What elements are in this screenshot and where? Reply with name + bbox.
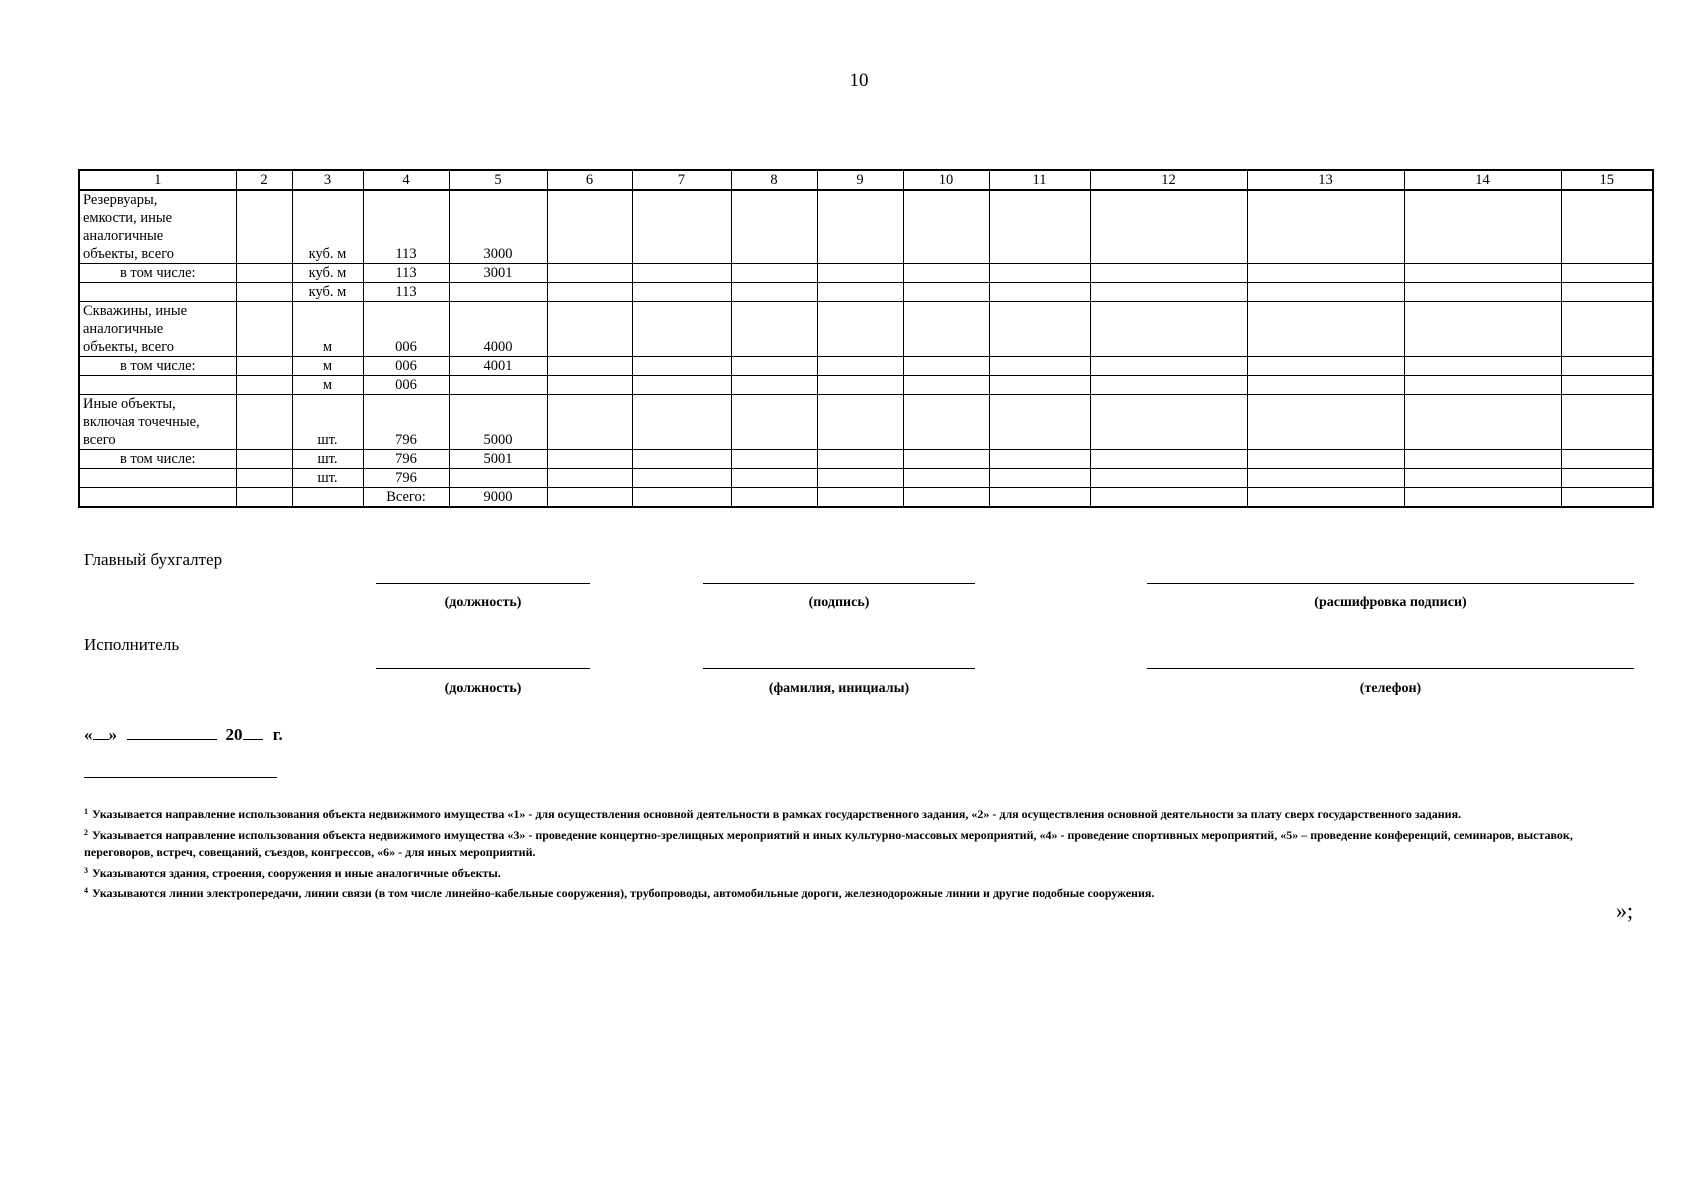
cell-col-9[interactable] — [817, 450, 903, 469]
cell-row — [449, 376, 547, 395]
month-blank[interactable] — [127, 739, 217, 740]
cell-unit: куб. м — [292, 283, 363, 302]
cell-col-15[interactable] — [1561, 376, 1653, 395]
header-cell: 10 — [903, 170, 989, 190]
caption-position-1: (должность) — [444, 595, 522, 610]
cell-name — [79, 469, 236, 488]
cell-col-8[interactable] — [731, 395, 817, 450]
cell-empty — [236, 488, 292, 508]
cell-col-6[interactable] — [547, 283, 632, 302]
cell-col-9[interactable] — [817, 302, 903, 357]
caption-phone: (телефон) — [1359, 681, 1422, 696]
cell-col-13[interactable] — [1247, 357, 1404, 376]
cell-empty — [236, 302, 292, 357]
cell-col-13[interactable] — [1247, 302, 1404, 357]
table-row — [79, 190, 1653, 264]
cell-name — [79, 283, 236, 302]
cell-col-8[interactable] — [731, 450, 817, 469]
header-cell: 3 — [292, 170, 363, 190]
cell-col-7[interactable] — [632, 302, 731, 357]
cell-col-10[interactable] — [903, 283, 989, 302]
cell-unit: куб. м — [292, 264, 363, 283]
cell-unit: м — [292, 357, 363, 376]
cell-code: Всего: — [363, 488, 449, 508]
cell-unit: м — [292, 376, 363, 395]
cell-row: 9000 — [449, 488, 547, 508]
cell-col-6[interactable] — [547, 469, 632, 488]
cell-col-12[interactable] — [1090, 450, 1247, 469]
signature-line[interactable] — [703, 583, 975, 584]
cell-col-14[interactable] — [1404, 488, 1561, 508]
property-table — [78, 169, 1654, 508]
table-row — [79, 395, 1653, 450]
header-cell: 14 — [1404, 170, 1561, 190]
header-cell: 11 — [989, 170, 1090, 190]
cell-col-14[interactable] — [1404, 283, 1561, 302]
cell-col-10[interactable] — [903, 488, 989, 508]
cell-col-14[interactable] — [1404, 450, 1561, 469]
table-row — [79, 376, 1653, 395]
cell-col-10[interactable] — [903, 357, 989, 376]
table-header-row — [79, 170, 1653, 190]
table-row — [79, 357, 1653, 376]
cell-col-12[interactable] — [1090, 376, 1247, 395]
cell-col-10[interactable] — [903, 469, 989, 488]
cell-col-9[interactable] — [817, 264, 903, 283]
cell-col-11[interactable] — [989, 283, 1090, 302]
cell-code: 006 — [363, 357, 449, 376]
cell-col-13[interactable] — [1247, 190, 1404, 264]
cell-col-15[interactable] — [1561, 357, 1653, 376]
cell-col-13[interactable] — [1247, 283, 1404, 302]
cell-col-8[interactable] — [731, 190, 817, 264]
header-cell: 4 — [363, 170, 449, 190]
cell-unit — [292, 488, 363, 508]
cell-col-15[interactable] — [1561, 395, 1653, 450]
cell-code: 796 — [363, 395, 449, 450]
cell-col-13[interactable] — [1247, 488, 1404, 508]
cell-col-15[interactable] — [1561, 488, 1653, 508]
cell-code: 006 — [363, 302, 449, 357]
cell-empty — [236, 376, 292, 395]
cell-unit: шт. — [292, 469, 363, 488]
cell-unit: куб. м — [292, 190, 363, 264]
cell-unit: шт. — [292, 395, 363, 450]
cell-col-9[interactable] — [817, 469, 903, 488]
year-suffix: г. — [272, 725, 283, 744]
footnotes — [84, 803, 1624, 903]
cell-col-6[interactable] — [547, 190, 632, 264]
cell-col-7[interactable] — [632, 376, 731, 395]
cell-col-11[interactable] — [989, 488, 1090, 508]
name-initials-line[interactable] — [703, 668, 975, 669]
cell-name: в том числе: — [79, 450, 236, 469]
cell-col-7[interactable] — [632, 450, 731, 469]
cell-unit: шт. — [292, 450, 363, 469]
cell-col-9[interactable] — [817, 395, 903, 450]
year-blank[interactable] — [243, 739, 263, 740]
position-line-1[interactable] — [376, 583, 590, 584]
cell-name — [79, 488, 236, 508]
cell-col-6[interactable] — [547, 357, 632, 376]
caption-signature-decoding: (расшифровка подписи) — [1314, 595, 1467, 610]
cell-col-15[interactable] — [1561, 264, 1653, 283]
cell-col-13[interactable] — [1247, 376, 1404, 395]
header-cell: 6 — [547, 170, 632, 190]
cell-col-9[interactable] — [817, 190, 903, 264]
cell-col-11[interactable] — [989, 450, 1090, 469]
cell-col-8[interactable] — [731, 376, 817, 395]
table-row — [79, 283, 1653, 302]
cell-name: Скважины, иные аналогичные объекты, всего — [79, 302, 236, 357]
cell-col-8[interactable] — [731, 283, 817, 302]
cell-col-12[interactable] — [1090, 395, 1247, 450]
cell-col-12[interactable] — [1090, 283, 1247, 302]
cell-col-14[interactable] — [1404, 376, 1561, 395]
cell-col-7[interactable] — [632, 395, 731, 450]
table-row — [79, 450, 1653, 469]
cell-name: Резервуары, емкости, иные аналогичные объекты, всего — [79, 190, 236, 264]
cell-col-13[interactable] — [1247, 395, 1404, 450]
caption-signature: (подпись) — [808, 595, 870, 610]
cell-col-14[interactable] — [1404, 190, 1561, 264]
cell-row: 5000 — [449, 395, 547, 450]
cell-col-15[interactable] — [1561, 190, 1653, 264]
cell-col-8[interactable] — [731, 469, 817, 488]
cell-row: 3000 — [449, 190, 547, 264]
cell-empty — [236, 357, 292, 376]
cell-col-14[interactable] — [1404, 395, 1561, 450]
cell-col-7[interactable] — [632, 190, 731, 264]
cell-col-15[interactable] — [1561, 469, 1653, 488]
footnote-3: $^3$ Указываются здания, строения, сооружения и иные аналогичные объекты. — [84, 865, 501, 880]
table-row — [79, 264, 1653, 283]
cell-empty — [236, 469, 292, 488]
cell-col-10[interactable] — [903, 395, 989, 450]
phone-line[interactable] — [1147, 668, 1634, 669]
cell-col-10[interactable] — [903, 190, 989, 264]
cell-col-15[interactable] — [1561, 302, 1653, 357]
cell-col-7[interactable] — [632, 469, 731, 488]
cell-col-15[interactable] — [1561, 283, 1653, 302]
cell-row: 3001 — [449, 264, 547, 283]
cell-empty — [236, 450, 292, 469]
cell-code: 113 — [363, 190, 449, 264]
cell-col-12[interactable] — [1090, 302, 1247, 357]
cell-col-6[interactable] — [547, 488, 632, 508]
cell-col-12[interactable] — [1090, 357, 1247, 376]
cell-col-12[interactable] — [1090, 488, 1247, 508]
table-row — [79, 488, 1653, 508]
cell-code: 796 — [363, 450, 449, 469]
header-cell: 9 — [817, 170, 903, 190]
cell-col-10[interactable] — [903, 376, 989, 395]
cell-code: 113 — [363, 264, 449, 283]
table-row — [79, 469, 1653, 488]
page-number: 10 — [849, 70, 869, 91]
footnote-2: $^2$ Указывается направление использования объекта недвижимого имущества «3» - проведение концертно-зрелищных мероприятий и иных культурно-массовых мероприятий, «4» - проведение спортивных мероприятий, «5» – проведение конференций, семинаров, выставок, переговоров, встреч, совещаний, съездов, конгрессов, «6» - для иных мероприятий. — [84, 827, 1573, 859]
cell-col-13[interactable] — [1247, 469, 1404, 488]
cell-row: 5001 — [449, 450, 547, 469]
year-prefix: 20 — [225, 725, 243, 744]
cell-col-6[interactable] — [547, 264, 632, 283]
cell-code: 796 — [363, 469, 449, 488]
table-row — [79, 302, 1653, 357]
header-cell: 13 — [1247, 170, 1404, 190]
cell-name — [79, 376, 236, 395]
cell-code: 006 — [363, 376, 449, 395]
cell-col-10[interactable] — [903, 302, 989, 357]
cell-col-7[interactable] — [632, 283, 731, 302]
cell-col-7[interactable] — [632, 357, 731, 376]
cell-col-8[interactable] — [731, 302, 817, 357]
cell-col-8[interactable] — [731, 488, 817, 508]
cell-empty — [236, 283, 292, 302]
cell-col-7[interactable] — [632, 488, 731, 508]
date-field — [84, 725, 283, 745]
footnote-4: $^4$ Указываются линии электропередачи, линии связи (в том числе линейно-кабельные сооружения), трубопроводы, автомобильные дороги, железнодорожные линии и другие подобные сооружения. — [84, 886, 1155, 900]
caption-position-2: (должность) — [444, 681, 522, 696]
header-cell: 1 — [79, 170, 236, 190]
cell-col-6[interactable] — [547, 376, 632, 395]
position-line-2[interactable] — [376, 668, 590, 669]
cell-col-9[interactable] — [817, 283, 903, 302]
caption-name-initials: (фамилия, инициалы) — [768, 681, 910, 696]
quote-close: » — [108, 725, 117, 744]
cell-col-9[interactable] — [817, 376, 903, 395]
cell-row — [449, 283, 547, 302]
cell-row: 4000 — [449, 302, 547, 357]
cell-col-14[interactable] — [1404, 302, 1561, 357]
header-cell: 7 — [632, 170, 731, 190]
cell-col-13[interactable] — [1247, 264, 1404, 283]
cell-name: Иные объекты, включая точечные, всего — [79, 395, 236, 450]
cell-col-14[interactable] — [1404, 357, 1561, 376]
cell-col-14[interactable] — [1404, 264, 1561, 283]
cell-code: 113 — [363, 283, 449, 302]
cell-row — [449, 469, 547, 488]
header-cell: 5 — [449, 170, 547, 190]
cell-col-9[interactable] — [817, 488, 903, 508]
signature-decoding-line[interactable] — [1147, 583, 1634, 584]
chief-accountant-label: Главный бухгалтер — [84, 550, 223, 569]
executor-label: Исполнитель — [84, 635, 180, 654]
cell-col-9[interactable] — [817, 357, 903, 376]
cell-col-12[interactable] — [1090, 190, 1247, 264]
cell-col-10[interactable] — [903, 450, 989, 469]
cell-col-11[interactable] — [989, 395, 1090, 450]
cell-unit: м — [292, 302, 363, 357]
cell-col-12[interactable] — [1090, 469, 1247, 488]
footnote-1: $^1$ Указывается направление использования объекта недвижимого имущества «1» - для осуществления основной деятельности в рамках государственного задания, «2» - для осуществления основной деятельности за плату сверх государственного задания. — [84, 807, 1462, 821]
cell-col-14[interactable] — [1404, 469, 1561, 488]
header-cell: 8 — [731, 170, 817, 190]
cell-col-11[interactable] — [989, 264, 1090, 283]
header-cell: 15 — [1561, 170, 1653, 190]
cell-col-12[interactable] — [1090, 264, 1247, 283]
cell-empty — [236, 395, 292, 450]
cell-col-7[interactable] — [632, 264, 731, 283]
cell-col-11[interactable] — [989, 190, 1090, 264]
cell-col-13[interactable] — [1247, 450, 1404, 469]
header-cell: 2 — [236, 170, 292, 190]
footnote-separator — [84, 777, 277, 778]
closing-quote: »; — [1616, 898, 1634, 923]
cell-col-11[interactable] — [989, 469, 1090, 488]
cell-empty — [236, 264, 292, 283]
cell-empty — [236, 190, 292, 264]
cell-col-11[interactable] — [989, 376, 1090, 395]
cell-row: 4001 — [449, 357, 547, 376]
cell-name: в том числе: — [79, 264, 236, 283]
cell-col-8[interactable] — [731, 264, 817, 283]
cell-col-6[interactable] — [547, 450, 632, 469]
cell-name: в том числе: — [79, 357, 236, 376]
cell-col-6[interactable] — [547, 302, 632, 357]
quote-open: « — [84, 725, 93, 744]
day-blank[interactable] — [93, 739, 109, 740]
cell-col-11[interactable] — [989, 357, 1090, 376]
cell-col-15[interactable] — [1561, 450, 1653, 469]
header-cell: 12 — [1090, 170, 1247, 190]
cell-col-6[interactable] — [547, 395, 632, 450]
cell-col-8[interactable] — [731, 357, 817, 376]
cell-col-10[interactable] — [903, 264, 989, 283]
cell-col-11[interactable] — [989, 302, 1090, 357]
